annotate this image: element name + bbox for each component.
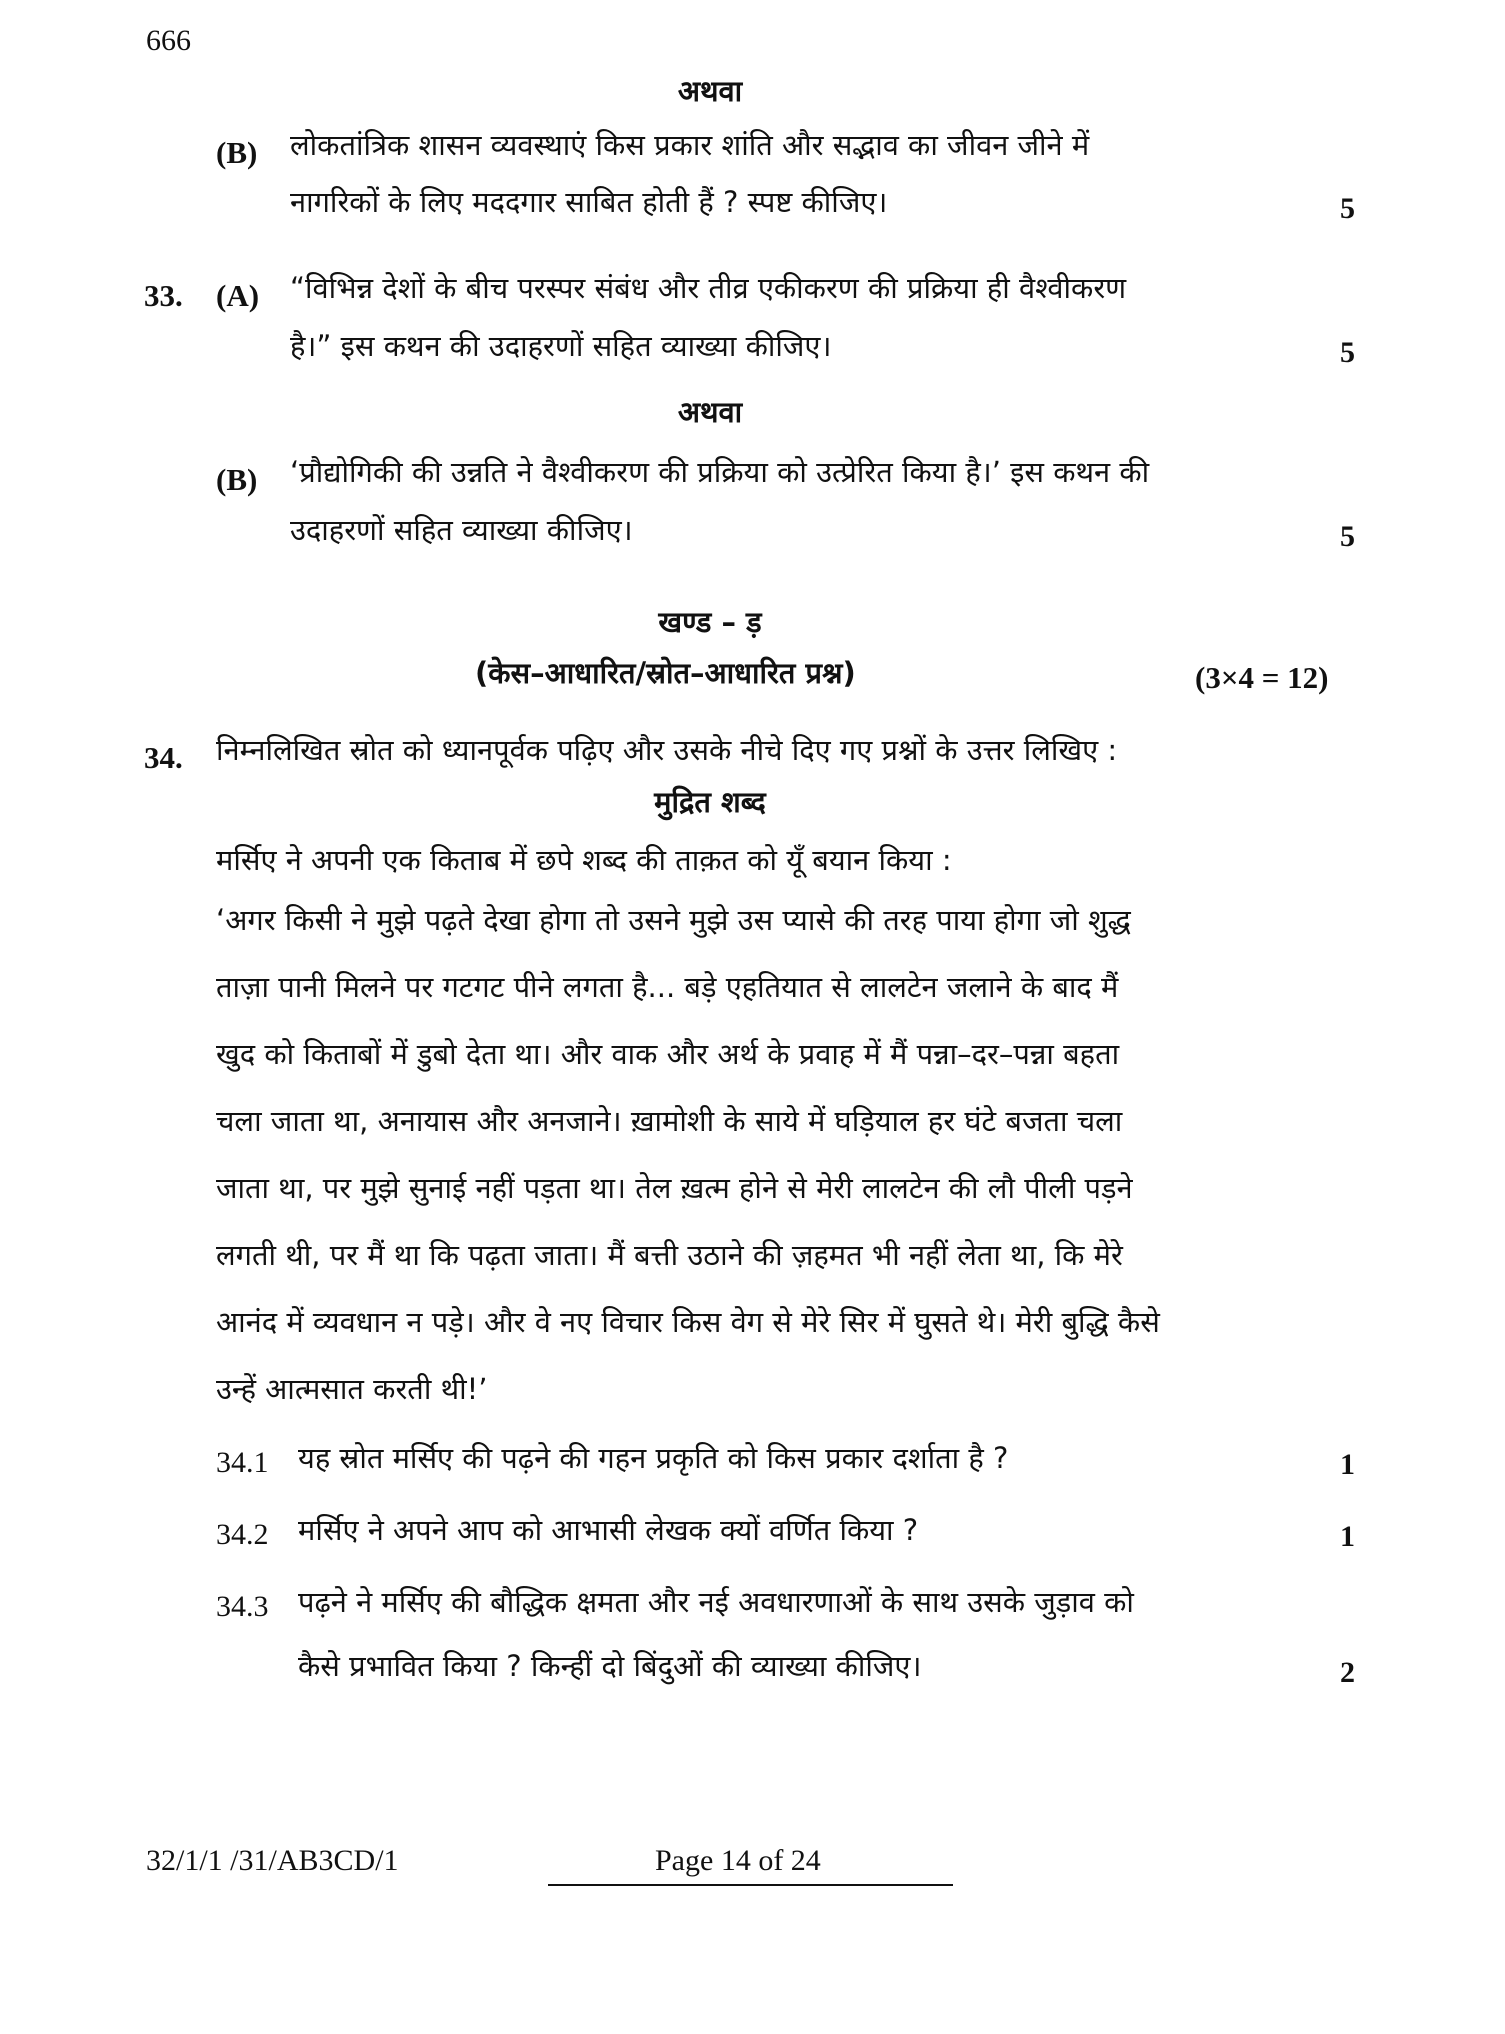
passage-line-7: आनंद में व्यवधान न पड़े। और वे नए विचार किस वेग से मेरे सिर में घुसते थे। मेरी बुद्धि कैसे bbox=[216, 1305, 1160, 1339]
q33a-line-2: है।” इस कथन की उदाहरणों सहित व्याख्या कीजिए। bbox=[290, 329, 832, 363]
q32b-label: (B) bbox=[216, 135, 258, 170]
sub-question-text: यह स्रोत मर्सिए की पढ़ने की गहन प्रकृति को किस प्रकार दर्शाता है ? bbox=[298, 1441, 1009, 1475]
or-label-33: अथवा bbox=[677, 395, 743, 429]
passage-line-8: उन्हें आत्मसात करती थी!’ bbox=[216, 1372, 488, 1406]
passage-line-2: ताज़ा पानी मिलने पर गटगट पीने लगता है... बड़े एहतियात से लालटेन जलाने के बाद मैं bbox=[216, 970, 1119, 1004]
sub-question-number: 34.2 bbox=[216, 1518, 269, 1551]
footer-page: Page 14 of 24 bbox=[655, 1844, 821, 1877]
q33b-line-2: उदाहरणों सहित व्याख्या कीजिए। bbox=[290, 513, 633, 547]
passage-line-6: लगती थी, पर मैं था कि पढ़ता जाता। मैं बत्ती उठाने की ज़हमत भी नहीं लेता था, कि मेरे bbox=[216, 1238, 1123, 1272]
section-marks: (3×4 = 12) bbox=[1195, 660, 1329, 695]
footer-rule bbox=[548, 1884, 953, 1886]
sub-question-number: 34.1 bbox=[216, 1446, 269, 1479]
sub-question-text: कैसे प्रभावित किया ? किन्हीं दो बिंदुओं की व्याख्या कीजिए। bbox=[298, 1649, 922, 1683]
top-page-number: 666 bbox=[146, 24, 191, 57]
sub-question-marks: 1 bbox=[1340, 1448, 1355, 1481]
q32b-line-2: नागरिकों के लिए मददगार साबित होती हैं ? स्पष्ट कीजिए। bbox=[290, 185, 888, 219]
q33-number: 33. bbox=[144, 278, 183, 313]
q33b-marks: 5 bbox=[1340, 520, 1355, 553]
or-label-32: अथवा bbox=[677, 74, 743, 108]
q33a-marks: 5 bbox=[1340, 336, 1355, 369]
q33b-label: (B) bbox=[216, 462, 258, 497]
footer-code: 32/1/1 /31/AB3CD/1 bbox=[146, 1844, 399, 1877]
sub-question-text: मर्सिए ने अपने आप को आभासी लेखक क्यों वर्णित किया ? bbox=[298, 1513, 919, 1547]
q34-number: 34. bbox=[144, 740, 183, 775]
sub-question-marks: 2 bbox=[1340, 1656, 1355, 1689]
sub-question-number: 34.3 bbox=[216, 1590, 269, 1623]
section-title: खण्ड – ड़ bbox=[658, 605, 762, 639]
source-title: मुद्रित शब्द bbox=[654, 785, 766, 819]
q32b-marks: 5 bbox=[1340, 192, 1355, 225]
passage-line-4: चला जाता था, अनायास और अनजाने। ख़ामोशी के साये में घड़ियाल हर घंटे बजता चला bbox=[216, 1104, 1123, 1138]
source-intro: मर्सिए ने अपनी एक किताब में छपे शब्द की ताक़त को यूँ बयान किया : bbox=[216, 843, 952, 877]
passage-line-5: जाता था, पर मुझे सुनाई नहीं पड़ता था। तेल ख़त्म होने से मेरी लालटेन की लौ पीली पड़ने bbox=[216, 1171, 1133, 1205]
sub-question-marks: 1 bbox=[1340, 1520, 1355, 1553]
q33a-line-1: “विभिन्न देशों के बीच परस्पर संबंध और तीव्र एकीकरण की प्रक्रिया ही वैश्वीकरण bbox=[290, 271, 1127, 305]
passage-line-3: खुद को किताबों में डुबो देता था। और वाक और अर्थ के प्रवाह में मैं पन्ना–दर–पन्ना बहता bbox=[216, 1037, 1120, 1071]
sub-question-text: पढ़ने ने मर्सिए की बौद्धिक क्षमता और नई अवधारणाओं के साथ उसके जुड़ाव को bbox=[298, 1585, 1134, 1619]
q32b-line-1: लोकतांत्रिक शासन व्यवस्थाएं किस प्रकार शांति और सद्भाव का जीवन जीने में bbox=[290, 128, 1090, 162]
passage-line-1: ‘अगर किसी ने मुझे पढ़ते देखा होगा तो उसने मुझे उस प्यासे की तरह पाया होगा जो शुद्ध bbox=[216, 903, 1131, 937]
section-subtitle: (केस–आधारित/स्रोत–आधारित प्रश्न) bbox=[475, 656, 856, 690]
q33b-line-1: ‘प्रौद्योगिकी की उन्नति ने वैश्वीकरण की प्रक्रिया को उत्प्रेरित किया है।’ इस कथन की bbox=[290, 455, 1150, 489]
q33a-label: (A) bbox=[216, 278, 260, 313]
q34-instruction: निम्नलिखित स्रोत को ध्यानपूर्वक पढ़िए और उसके नीचे दिए गए प्रश्नों के उत्तर लिखिए : bbox=[216, 733, 1118, 767]
